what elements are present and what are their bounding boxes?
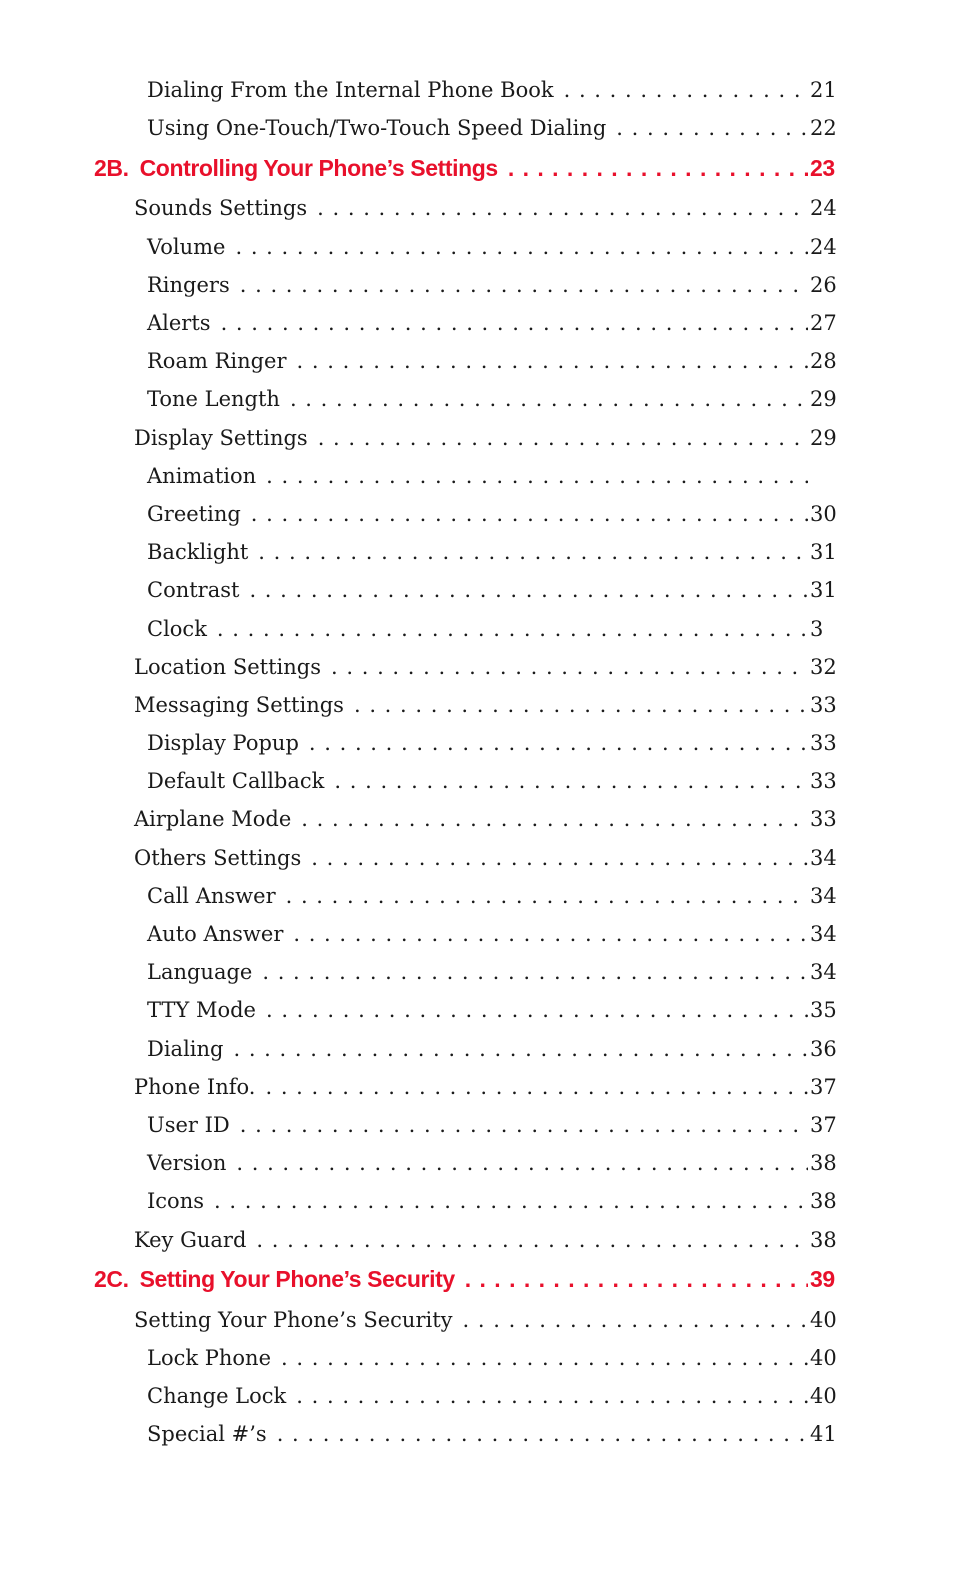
toc-entry-label: Airplane Mode xyxy=(134,807,292,832)
toc-entry-label: Animation xyxy=(147,463,257,488)
toc-entry[interactable] xyxy=(0,1301,954,1339)
dot-leader xyxy=(235,235,808,259)
toc-page-number: 32 xyxy=(810,654,837,679)
toc-entry-label: TTY Mode xyxy=(147,998,256,1023)
toc-entry[interactable] xyxy=(0,991,954,1029)
toc-page-number: 40 xyxy=(810,1307,837,1332)
toc-entry[interactable] xyxy=(0,800,954,838)
toc-entry-label: Version xyxy=(147,1151,227,1176)
toc-page-number: 33 xyxy=(810,692,837,717)
dot-leader xyxy=(277,1422,808,1446)
toc-entry-label: Language xyxy=(147,960,253,985)
toc-section-heading[interactable] xyxy=(0,1259,954,1301)
dot-leader xyxy=(249,578,808,602)
toc-entry[interactable] xyxy=(0,839,954,877)
toc-entry-label: Display Popup xyxy=(147,731,299,756)
toc-entry[interactable] xyxy=(0,495,954,533)
toc-entry-label: Default Callback xyxy=(147,769,325,794)
toc-entry[interactable] xyxy=(0,571,954,609)
toc-page-number: 27 xyxy=(810,311,837,336)
toc-entry-label: Call Answer xyxy=(147,883,276,908)
toc-page-number: 40 xyxy=(810,1384,837,1409)
toc-page-number: 22 xyxy=(810,116,837,141)
toc-entry[interactable] xyxy=(0,419,954,457)
toc-entry-label: Volume xyxy=(147,234,226,259)
toc-entry-label: Setting Your Phone’s Security xyxy=(134,1307,453,1332)
dot-leader xyxy=(317,196,808,220)
dot-leader xyxy=(217,617,808,641)
toc-page-number: 35 xyxy=(810,998,837,1023)
toc-entry[interactable] xyxy=(0,1415,954,1453)
toc-section-heading[interactable] xyxy=(0,147,954,189)
dot-leader xyxy=(309,731,808,755)
toc-entry-label: Contrast xyxy=(147,578,240,603)
toc-page-number: 33 xyxy=(810,731,837,756)
toc-entry[interactable] xyxy=(0,1068,954,1106)
toc-page-number: 33 xyxy=(810,769,837,794)
dot-leader xyxy=(465,1266,808,1293)
toc-page-number: 38 xyxy=(810,1189,837,1214)
toc-page-number: 24 xyxy=(810,196,837,221)
dot-leader xyxy=(262,960,808,984)
toc-entry-label: Clock xyxy=(147,616,207,641)
toc-entry[interactable] xyxy=(0,71,954,109)
toc-entry-label: Roam Ringer xyxy=(147,349,287,374)
toc-entry-label: Dialing From the Internal Phone Book xyxy=(147,78,554,103)
dot-leader xyxy=(256,1228,808,1252)
toc-page-number: 37 xyxy=(810,1074,837,1099)
dot-leader xyxy=(354,693,808,717)
toc-entry[interactable] xyxy=(0,724,954,762)
toc-entry[interactable] xyxy=(0,266,954,304)
dot-leader xyxy=(290,387,808,411)
toc-entry[interactable] xyxy=(0,1106,954,1144)
toc-entry[interactable] xyxy=(0,109,954,147)
toc-entry-label: Location Settings xyxy=(134,654,322,679)
toc-entry[interactable] xyxy=(0,457,954,495)
toc-page-number: 36 xyxy=(810,1036,837,1061)
toc-entry[interactable] xyxy=(0,1030,954,1068)
toc-entry-label: Others Settings xyxy=(134,845,302,870)
dot-leader xyxy=(266,464,808,488)
toc-page-number: 40 xyxy=(810,1345,837,1370)
toc-entry[interactable] xyxy=(0,1144,954,1182)
toc-page-number: 23 xyxy=(810,154,835,181)
toc-entry-label: Special #’s xyxy=(147,1422,267,1447)
toc-entry-label: Using One-Touch/Two-Touch Speed Dialing xyxy=(147,116,607,141)
dot-leader xyxy=(564,78,808,102)
toc-entry-label: Change Lock xyxy=(147,1384,287,1409)
toc-entry[interactable] xyxy=(0,228,954,266)
dot-leader xyxy=(296,1384,808,1408)
dot-leader xyxy=(463,1308,808,1332)
toc-entry-label: Dialing xyxy=(147,1036,224,1061)
toc-page-number: 33 xyxy=(810,807,837,832)
dot-leader xyxy=(281,1346,808,1370)
toc-entry[interactable] xyxy=(0,380,954,418)
dot-leader xyxy=(311,846,808,870)
dot-leader xyxy=(258,540,808,564)
toc-entry-label: Messaging Settings xyxy=(134,692,344,717)
dot-leader xyxy=(297,349,808,373)
toc-entry[interactable] xyxy=(0,304,954,342)
dot-leader xyxy=(331,655,808,679)
toc-entry[interactable] xyxy=(0,877,954,915)
toc-page-number: 39 xyxy=(810,1266,835,1293)
toc-page-number: 30 xyxy=(810,501,837,526)
toc-page-number: 38 xyxy=(810,1151,837,1176)
toc-page-number: 21 xyxy=(810,78,837,103)
toc-entry-label: Alerts xyxy=(147,311,211,336)
dot-leader xyxy=(616,116,808,140)
toc-entry-label: Phone Info. xyxy=(134,1074,256,1099)
dot-leader xyxy=(240,273,808,297)
toc-section-title xyxy=(94,155,498,182)
dot-leader xyxy=(266,998,808,1022)
section-code: 2B. xyxy=(94,154,129,181)
toc-entry[interactable] xyxy=(0,915,954,953)
toc-entry[interactable] xyxy=(0,686,954,724)
toc-entry[interactable] xyxy=(0,189,954,227)
dot-leader xyxy=(334,769,808,793)
table-of-contents xyxy=(0,71,954,1453)
dot-leader xyxy=(236,1151,808,1175)
section-title-text: Controlling Your Phone’s Settings xyxy=(139,154,498,181)
toc-entry-label: Tone Length xyxy=(147,387,280,412)
dot-leader xyxy=(221,311,808,335)
toc-page-number: 31 xyxy=(810,540,837,565)
section-title-text: Setting Your Phone’s Security xyxy=(139,1266,455,1293)
dot-leader xyxy=(318,426,808,450)
toc-entry[interactable] xyxy=(0,1182,954,1220)
toc-page-number: 3 xyxy=(810,616,824,641)
toc-page-number: 28 xyxy=(810,349,837,374)
toc-page-number: 24 xyxy=(810,234,837,259)
toc-page-number: 41 xyxy=(810,1422,837,1447)
toc-entry-label: Lock Phone xyxy=(147,1345,272,1370)
dot-leader xyxy=(214,1189,808,1213)
dot-leader xyxy=(265,1075,808,1099)
toc-page-number: 34 xyxy=(810,883,837,908)
toc-entry-label: Auto Answer xyxy=(147,922,284,947)
toc-entry[interactable] xyxy=(0,762,954,800)
dot-leader xyxy=(233,1037,808,1061)
toc-page-number: 34 xyxy=(810,922,837,947)
toc-entry-label: Backlight xyxy=(147,540,249,565)
toc-page-number: 31 xyxy=(810,578,837,603)
dot-leader xyxy=(293,922,808,946)
toc-entry-label: Ringers xyxy=(147,272,230,297)
toc-section-title xyxy=(94,1266,455,1293)
toc-entry[interactable] xyxy=(0,1377,954,1415)
toc-page-number: 29 xyxy=(810,425,837,450)
toc-entry[interactable] xyxy=(0,953,954,991)
toc-page-number: 34 xyxy=(810,845,837,870)
toc-entry[interactable] xyxy=(0,342,954,380)
toc-entry[interactable] xyxy=(0,609,954,647)
toc-entry-label: User ID xyxy=(147,1112,230,1137)
toc-entry-label: Key Guard xyxy=(134,1227,247,1252)
toc-entry[interactable] xyxy=(0,648,954,686)
toc-entry-label: Icons xyxy=(147,1189,205,1214)
toc-entry[interactable] xyxy=(0,1339,954,1377)
toc-entry[interactable] xyxy=(0,1220,954,1258)
dot-leader xyxy=(301,807,808,831)
section-code: 2C. xyxy=(94,1266,129,1293)
toc-entry-label: Greeting xyxy=(147,501,241,526)
toc-entry-label: Display Settings xyxy=(134,425,308,450)
dot-leader xyxy=(508,155,808,182)
dot-leader xyxy=(286,884,808,908)
dot-leader xyxy=(251,502,808,526)
dot-leader xyxy=(240,1113,808,1137)
toc-page-number: 34 xyxy=(810,960,837,985)
toc-entry[interactable] xyxy=(0,533,954,571)
toc-page-number: 37 xyxy=(810,1112,837,1137)
toc-page-number: 26 xyxy=(810,272,837,297)
toc-page-number: 29 xyxy=(810,387,837,412)
toc-entry-label: Sounds Settings xyxy=(134,196,308,221)
toc-page-number: 38 xyxy=(810,1227,837,1252)
